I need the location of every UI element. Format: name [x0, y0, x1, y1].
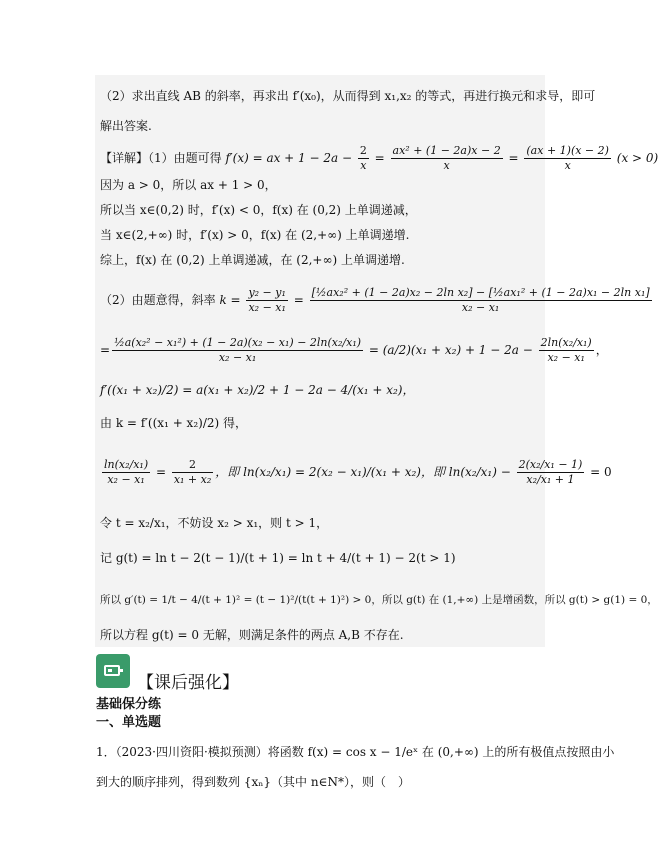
log-frac: $\frac{\text{2ln(x₂/x₁)}}{\text{x₂ − x₁}}$: [540, 336, 592, 364]
hint-line-2: 解出答案.: [100, 119, 152, 133]
detail-cond: (x > 0): [616, 151, 658, 165]
expand-frac: $\frac{\text{½a(x₂² − x₁²) + (1 − 2a)(x₂ − x₁) − 2ln(x₂/x₁)}}{\text{x₂ − x₁}}$: [114, 336, 362, 364]
ratio-frac-c: $\frac{\text{2(x₂/x₁ − 1)}}{\text{x₂/x₁ + 1}}$: [518, 458, 583, 486]
section-title: 【课后强化】: [137, 673, 239, 693]
p2-line-2: = $\frac{\text{½a(x₂² − x₁²) + (1 − 2a)(x₂ − x₁) − 2ln(x₂/x₁)}}{\text{x₂ − x₁}}$ = (a/2)(x₁ + x₂) + 1 − 2a − $\frac{\text{2ln(x₂/x₁)}}{\text{x₂ − x₁}}$ ，: [100, 336, 608, 364]
p2-line-4: 由 k = f′((x₁ + x₂)/2) 得，: [100, 416, 247, 430]
p2-line-5: $\frac{\text{ln(x₂/x₁)}}{\text{x₂ − x₁}}$ = $\frac{2}{\text{x₁ + x₂}}$ ，即 ln(x₂/x₁) = 2(x₂ − x₁)/(x₁ + x₂)，即 ln(x₂/x₁) − $\frac{\text{2(x₂/x₁ − 1)}}{\text{x₂/x₁ + 1}}$ = 0: [104, 458, 612, 486]
battery-icon: [96, 654, 130, 688]
section-category: 一、单选题: [96, 715, 162, 730]
p2-line-7: 记 g(t) = ln t − 2(t − 1)/(t + 1) = ln t + 4/(t + 1) − 2(t > 1): [100, 551, 456, 565]
section-subtitle: 基础保分练: [96, 697, 162, 712]
p2-line-8: 所以 g′(t) = 1/t − 4/(t + 1)² = (t − 1)²/(t(t + 1)²) > 0，所以 g(t) 在 (1,+∞) 上是增函数，所以 g(t) > g(1) = 0，: [100, 594, 658, 606]
p2-line-9: 所以方程 g(t) = 0 无解，则满足条件的两点 A,B 不存在.: [100, 628, 404, 642]
ratio-frac-b: $\frac{2}{\text{x₁ + x₂}}$: [173, 458, 212, 486]
detail-eq1: f′(x) = ax + 1 − 2a −: [225, 151, 356, 165]
line-b: 所以当 x∈(0,2) 时，f′(x) < 0，f(x) 在 (0,2) 上单调递减，: [100, 203, 417, 217]
detail-frac-3: $\frac{(ax + 1)(x - 2)}{x}$: [526, 144, 609, 172]
p2-line-6: 令 t = x₂/x₁，不妨设 x₂ > x₁，则 t > 1，: [100, 516, 329, 530]
question-1-line-2: 到大的顺序排列，得到数列 {xₙ}（其中 n∈N*），则（ ）: [96, 775, 410, 789]
detail-frac-1: $\frac{2}{x}$: [359, 144, 367, 172]
detail-line: 【详解】（1）由题可得 f′(x) = ax + 1 − 2a − $\frac{2}{x}$ = $\frac{\text{ax² + (1 − 2a)x − 2}}{x}$ = $\frac{(ax + 1)(x - 2)}{x}$ (x > 0): [100, 144, 658, 172]
detail-label: 【详解】（1）由题可得: [100, 151, 222, 165]
hint-line-1: （2）求出直线 AB 的斜率，再求出 f′(x₀)，从而得到 x₁,x₂ 的等式，再进行换元和求导，即可: [100, 89, 596, 103]
slope-big-frac: [½ax₂² + (1 − 2a)x₂ − 2ln x₂] − [½ax₁² + (1 − 2a)x₁ − 2ln x₁] x₂ − x₁: [311, 286, 650, 314]
line-c: 当 x∈(2,+∞) 时，f′(x) > 0，f(x) 在 (2,+∞) 上单调递增.: [100, 228, 410, 242]
question-1-line-1: 1．（2023·四川资阳·模拟预测）将函数 f(x) = cos x − 1/eˣ 在 (0,+∞) 上的所有极值点按照由小: [96, 745, 615, 759]
detail-frac-2: $\frac{\text{ax² + (1 − 2a)x − 2}}{x}$: [392, 144, 501, 172]
p2-slope-line: （2）由题意得，斜率 k = $\frac{\text{y₂ − y₁}}{\text{x₂ − x₁}}$ = [½ax₂² + (1 − 2a)x₂ − 2ln x₂] − [½ax₁² + (1 − 2a)x₁ − 2ln x₁] x₂ − x₁: [100, 286, 650, 314]
line-a: 因为 a > 0，所以 ax + 1 > 0，: [100, 178, 277, 192]
slope-frac: $\frac{\text{y₂ − y₁}}{\text{x₂ − x₁}}$: [248, 286, 286, 314]
p2-line-3: f′((x₁ + x₂)/2) = a(x₁ + x₂)/2 + 1 − 2a − 4/(x₁ + x₂)，: [100, 383, 415, 397]
line-d: 综上，f(x) 在 (0,2) 上单调递减，在 (2,+∞) 上单调递增.: [100, 253, 405, 267]
ratio-frac-a: $\frac{\text{ln(x₂/x₁)}}{\text{x₂ − x₁}}$: [104, 458, 149, 486]
